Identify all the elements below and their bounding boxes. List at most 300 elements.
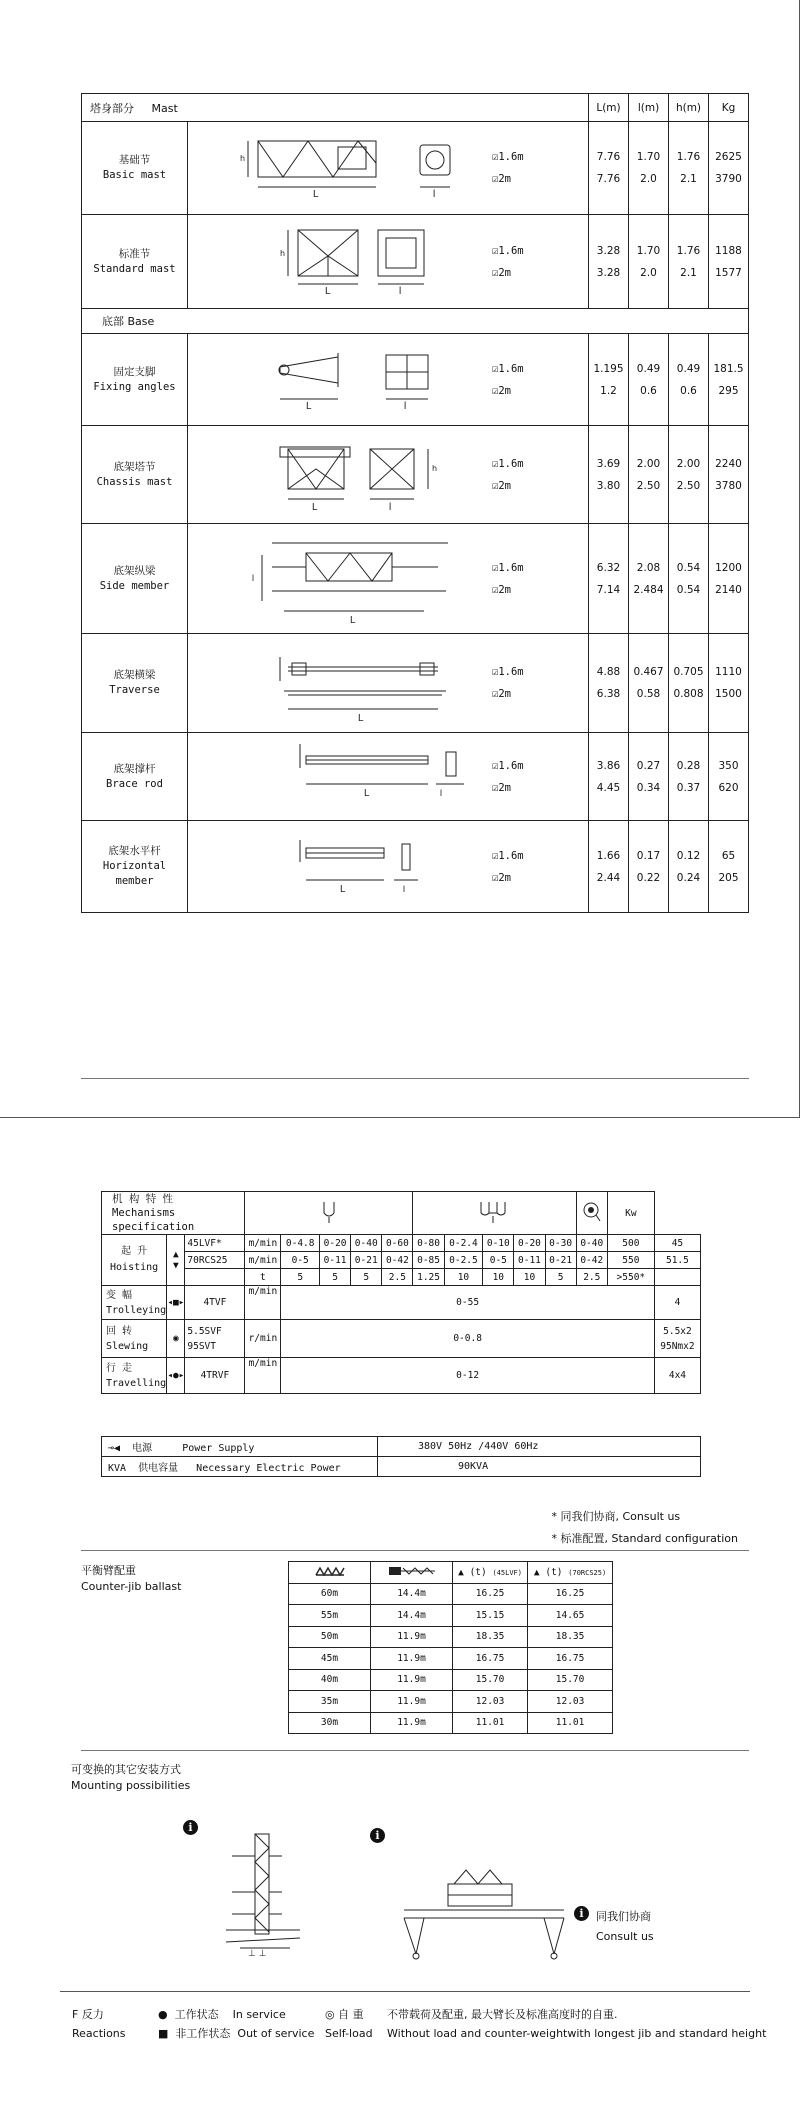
ballast-header-row: [289, 1562, 613, 1584]
speed-cell: 0-21: [351, 1252, 382, 1269]
speed-cell: 0-10: [483, 1235, 514, 1252]
cell: 16.75: [453, 1648, 528, 1670]
L-cell: [589, 426, 629, 524]
cfg-1: ☑1.6m: [492, 561, 524, 574]
info-icon: i: [370, 1828, 385, 1843]
table-row: [289, 1583, 613, 1605]
speed-cell: 0-20: [320, 1235, 351, 1252]
legend-selfload-desc: [387, 2005, 766, 2043]
horizontal-member-drawing: [188, 821, 489, 913]
cell: 11.9m: [371, 1669, 453, 1691]
h-cell: [669, 821, 709, 913]
table-row: [289, 1626, 613, 1648]
l-cell: [629, 122, 669, 215]
val: 2.0: [640, 266, 657, 279]
kw-header: Kw: [607, 1192, 654, 1235]
troll-cn: 变 幅: [106, 1289, 133, 1301]
ballast-col-45lvf: [453, 1562, 528, 1584]
cfg-2: ☑2m: [492, 384, 511, 397]
val: 0.54: [676, 561, 701, 574]
speed-cell: 0-42: [382, 1252, 413, 1269]
slew-range: 0-0.8: [281, 1320, 654, 1358]
cell: 35m: [289, 1691, 371, 1713]
wall-mounted-crane-drawing: [220, 1830, 310, 1960]
table-row: [82, 821, 749, 913]
kw-cell: 4: [654, 1286, 700, 1320]
trolleying-label: [102, 1286, 167, 1320]
val: 2140: [715, 583, 742, 596]
val: 2.50: [676, 479, 701, 492]
val: 5.5x2: [663, 1325, 692, 1337]
table-row: [289, 1669, 613, 1691]
slew-en: Slewing: [106, 1340, 149, 1352]
val: 4.45: [596, 781, 621, 794]
speed-cell: 0-40: [576, 1235, 607, 1252]
val: 45LVF*: [187, 1237, 222, 1249]
L-cell: [589, 634, 629, 733]
name-en: Chassis mast: [96, 475, 173, 488]
kg-cell: [709, 733, 749, 821]
section-base-label: 底部 Base: [82, 309, 749, 334]
travel-icon: ◂●▸: [167, 1358, 185, 1394]
title-en: Mast: [151, 101, 178, 115]
kw-cell: [654, 1320, 700, 1358]
slew-cn: 回 转: [106, 1325, 133, 1337]
val: 2.1: [680, 266, 697, 279]
h-cell: [669, 524, 709, 634]
legend-selfload: [325, 2005, 373, 2043]
val: 0.22: [636, 871, 661, 884]
power-need-label: [102, 1457, 378, 1477]
speed-cell: 0-20: [514, 1235, 545, 1252]
svg-text:L: L: [358, 712, 364, 724]
cell: 18.35: [528, 1626, 613, 1648]
cell: 14.4m: [371, 1605, 453, 1627]
mounting-title-cn: 可变换的其它安装方式: [71, 1763, 181, 1776]
val: 65: [721, 849, 736, 862]
cell: 55m: [289, 1605, 371, 1627]
val: 6.32: [596, 561, 621, 574]
svg-text:L: L: [325, 285, 331, 297]
speed-cell: 0-21: [545, 1252, 576, 1269]
val: 5.5SVF: [187, 1325, 222, 1337]
l-cell: [629, 733, 669, 821]
val: 3.80: [596, 479, 621, 492]
val: 0.6: [680, 384, 697, 397]
speed-cell: 550: [607, 1252, 654, 1269]
table-row: [289, 1691, 613, 1713]
slew-models: [185, 1320, 245, 1358]
l-cell: [629, 334, 669, 426]
sub: (70RCS25): [568, 1568, 607, 1577]
cell: 15.70: [453, 1669, 528, 1691]
val: 6.38: [596, 688, 621, 700]
val: 1.70: [636, 244, 661, 257]
val: 3.69: [596, 457, 621, 470]
mounting-title: [71, 1762, 190, 1794]
L-cell: [589, 334, 629, 426]
cell: 45m: [289, 1648, 371, 1670]
val: 1.2: [600, 384, 617, 397]
val: 0.37: [676, 781, 701, 794]
val: 1.76: [676, 244, 701, 257]
config-cell: [488, 733, 589, 821]
slewing-icon: ◉: [167, 1320, 185, 1358]
l-cell: [629, 426, 669, 524]
val: 2.44: [596, 871, 621, 884]
info-icon: i: [183, 1820, 198, 1835]
name-en: Side member: [99, 579, 170, 592]
cell: 40m: [289, 1669, 371, 1691]
val: 1110: [715, 666, 742, 678]
table-row: [82, 215, 749, 309]
trolley-row: [102, 1286, 701, 1320]
trolley-arrow-icon: ◂■▸: [167, 1286, 185, 1320]
load-cell: 1.25: [413, 1269, 444, 1286]
nowork-en: Out of service: [237, 2027, 315, 2040]
name-en: Basic mast: [102, 169, 167, 181]
config-cell: [488, 821, 589, 913]
speed-cell: 0-85: [413, 1252, 444, 1269]
table-row: [289, 1605, 613, 1627]
val: 0.24: [676, 871, 701, 884]
val: 2.484: [633, 583, 664, 596]
f-en: Reactions: [72, 2027, 126, 2040]
config-cell: [488, 426, 589, 524]
travel-model: 4TRVF: [185, 1358, 245, 1394]
cell: 60m: [289, 1583, 371, 1605]
svg-text:l: l: [404, 400, 407, 412]
val: 181.5: [713, 362, 744, 375]
hoist-en: Hoisting: [110, 1262, 159, 1273]
kg-cell: [709, 524, 749, 634]
spec-title-en: Mechanisms specification: [112, 1207, 195, 1233]
svg-text:L: L: [340, 883, 346, 895]
h-cell: [669, 733, 709, 821]
val: 3.86: [596, 759, 621, 772]
f-cn: F 反力: [72, 2008, 104, 2021]
cell: 18.35: [453, 1626, 528, 1648]
trolley-model: 4TVF: [185, 1286, 245, 1320]
val: 2.00: [676, 457, 701, 470]
name-cn: 底架水平杆: [108, 845, 161, 857]
l-cell: [629, 215, 669, 309]
cell: 15.15: [453, 1605, 528, 1627]
svg-text:L: L: [364, 787, 370, 799]
unit: (t): [545, 1566, 563, 1578]
notes: [552, 1506, 739, 1550]
kg-cell: [709, 334, 749, 426]
self-desc-cn: 不带载荷及配重, 最大臂长及标准高度时的自重.: [387, 2008, 618, 2021]
table-row: [82, 634, 749, 733]
cell: 14.4m: [371, 1583, 453, 1605]
cfg-2: ☑2m: [492, 479, 511, 492]
h-cell: [669, 215, 709, 309]
svg-text:⊥ ⊥: ⊥ ⊥: [248, 1949, 267, 1959]
kva: KVA: [108, 1463, 127, 1474]
spec-title: [102, 1192, 245, 1235]
table-row: [82, 426, 749, 524]
consult-note: [596, 1907, 654, 1947]
slew-row: [102, 1320, 701, 1358]
val: 0.6: [640, 384, 657, 397]
cell: 50m: [289, 1626, 371, 1648]
power-supply-row: [102, 1437, 701, 1457]
supply-en: Power Supply: [182, 1443, 255, 1454]
val: 0.12: [676, 849, 701, 862]
kg-cell: [709, 122, 749, 215]
L-cell: [589, 821, 629, 913]
val: 0.808: [673, 688, 704, 700]
name-en: Horizontal member: [102, 860, 167, 887]
hoist-model: 70RCS25: [185, 1252, 245, 1269]
component-name: [82, 426, 188, 524]
square-bullet-icon: ■: [158, 2027, 169, 2040]
kg-cell: [709, 426, 749, 524]
speed-cell: 0-40: [351, 1235, 382, 1252]
h-cell: [669, 122, 709, 215]
l-cell: [629, 634, 669, 733]
kg-cell: [709, 634, 749, 733]
val: 1577: [715, 266, 742, 279]
kw-cell: 51.5: [654, 1252, 700, 1269]
table-row: [82, 122, 749, 215]
hoist-cn: 起 升: [121, 1246, 148, 1257]
hoist-model: [185, 1269, 245, 1286]
component-name: [82, 334, 188, 426]
cfg-1: ☑1.6m: [492, 362, 524, 375]
svg-text:l: l: [399, 285, 402, 297]
cell: 11.01: [453, 1712, 528, 1734]
h-cell: [669, 426, 709, 524]
bullet-icon: ●: [158, 2008, 168, 2021]
cell: 16.25: [453, 1583, 528, 1605]
name-cn: 底架纵梁: [113, 564, 156, 577]
work-en: In service: [232, 2008, 286, 2021]
name-cn: 固定支脚: [113, 365, 156, 378]
config-cell: [488, 634, 589, 733]
load-cell: 2.5: [576, 1269, 607, 1286]
speed-cell: 0-60: [382, 1235, 413, 1252]
load-cell: 5: [351, 1269, 382, 1286]
val: 0.58: [636, 688, 661, 700]
val: 0.28: [676, 759, 701, 772]
weight-icon: ▲: [458, 1566, 464, 1578]
legend-reactions: [72, 2005, 126, 2043]
self-en: Self-load: [325, 2027, 373, 2040]
cfg-1: ☑1.6m: [492, 151, 524, 163]
load-cell: 10: [514, 1269, 545, 1286]
ballast-col-70rcs25: [528, 1562, 613, 1584]
val: 7.76: [596, 173, 621, 185]
val: 95SVT: [187, 1340, 216, 1352]
load-cell: 10: [444, 1269, 483, 1286]
self-desc-en: Without load and counter-weightwith longest jib and standard height: [387, 2027, 767, 2040]
unit: m/min: [245, 1358, 281, 1394]
svg-text:L: L: [313, 188, 319, 200]
val: 205: [718, 871, 739, 884]
hoist-arrow-icon: ▲ ▼: [167, 1235, 185, 1286]
cell: 12.03: [528, 1691, 613, 1713]
brace-rod-drawing: [188, 733, 489, 821]
unit: t: [245, 1269, 281, 1286]
divider: [60, 1991, 750, 1992]
power-need-value: 90KVA: [378, 1457, 701, 1477]
val: 0.467: [633, 666, 664, 678]
need-cn: 供电容量: [138, 1463, 179, 1474]
cell: 30m: [289, 1712, 371, 1734]
val: 1.70: [636, 151, 661, 163]
speed-cell: 0-11: [320, 1252, 351, 1269]
val: 0.27: [636, 759, 661, 772]
col-header-L: L(m): [589, 94, 629, 122]
cfg-2: ☑2m: [492, 781, 511, 794]
val: 1.76: [676, 151, 701, 163]
val: 2.08: [636, 561, 661, 574]
kg-cell: [709, 215, 749, 309]
speed-cell: 0-42: [576, 1252, 607, 1269]
cfg-1: ☑1.6m: [492, 666, 524, 678]
svg-text:h: h: [432, 463, 438, 473]
L-cell: [589, 524, 629, 634]
name-en: Brace rod: [106, 777, 163, 790]
svg-text:h: h: [240, 153, 246, 163]
svg-text:L: L: [312, 501, 318, 513]
h-cell: [669, 334, 709, 426]
weight-icon: ◎: [325, 2008, 335, 2021]
kw-cell: 4x4: [654, 1358, 700, 1394]
name-cn: 底架撑杆: [113, 762, 156, 775]
title-cn: 塔身部分: [90, 101, 134, 115]
val: 0.34: [636, 781, 661, 794]
table-row: [82, 733, 749, 821]
ballast-table: [288, 1561, 613, 1734]
table-header-row: [82, 94, 749, 122]
val: 0.17: [636, 849, 661, 862]
val: 1500: [715, 688, 742, 700]
val: 0.705: [673, 666, 704, 678]
hoist-row: [102, 1252, 701, 1269]
component-name: [82, 634, 188, 733]
val: 1.66: [596, 849, 621, 862]
power-table: [101, 1436, 701, 1477]
col-header-kg: Kg: [709, 94, 749, 122]
val: 2.0: [640, 173, 657, 185]
spec-title-cn: 机 构 特 性: [112, 1193, 173, 1205]
load-cell: 10: [483, 1269, 514, 1286]
load-cell: 2.5: [382, 1269, 413, 1286]
svg-text:l: l: [433, 188, 436, 200]
sub: (45LVF): [492, 1568, 522, 1577]
svg-text:l: l: [252, 572, 254, 583]
val: 620: [718, 781, 739, 794]
table-row: [289, 1648, 613, 1670]
speed-cell: 0-80: [413, 1235, 444, 1252]
cfg-1: ☑1.6m: [492, 244, 524, 257]
val: 3790: [715, 173, 742, 185]
speed-cell: 500: [607, 1235, 654, 1252]
cfg-1: ☑1.6m: [492, 457, 524, 470]
l-cell: [629, 524, 669, 634]
consult-en: Consult us: [596, 1930, 654, 1943]
svg-text:l: l: [403, 883, 405, 894]
cfg-2: ☑2m: [492, 173, 511, 185]
weight-icon: ▲: [533, 1566, 540, 1578]
cell: 16.75: [528, 1648, 613, 1670]
name-en: Standard mast: [93, 262, 176, 275]
kw-cell: [654, 1269, 700, 1286]
double-fall-icon: [413, 1192, 576, 1235]
load-cell: 5: [281, 1269, 320, 1286]
slewing-label: [102, 1320, 167, 1358]
svg-text:l: l: [440, 787, 442, 798]
cell: 11.01: [528, 1712, 613, 1734]
power-supply-label: [102, 1437, 378, 1457]
val: 1188: [715, 244, 742, 257]
troll-en: Trolleying: [106, 1304, 167, 1316]
hoist-load-row: [102, 1269, 701, 1286]
load-cell: 5: [320, 1269, 351, 1286]
val: 350: [718, 759, 739, 772]
basic-mast-drawing: [188, 122, 489, 215]
cell: 11.9m: [371, 1648, 453, 1670]
self-cn: 自 重: [338, 2008, 364, 2021]
cell: 11.9m: [371, 1691, 453, 1713]
unit: r/min: [245, 1320, 281, 1358]
cell: 15.70: [528, 1669, 613, 1691]
note-standard: * 标准配置, Standard configuration: [551, 1532, 738, 1545]
load-cell: 5: [545, 1269, 576, 1286]
name-en: Fixing angles: [93, 380, 176, 393]
travelling-label: [102, 1358, 167, 1394]
val: 7.14: [596, 583, 621, 596]
name-cn: 基础节: [118, 154, 151, 166]
table-row: [82, 524, 749, 634]
val: 1200: [715, 561, 742, 574]
cell: 11.9m: [371, 1626, 453, 1648]
mast-section-title: [82, 94, 589, 122]
svg-text:h: h: [280, 248, 286, 258]
mechanisms-table: [101, 1191, 701, 1394]
speed-cell: 0-30: [545, 1235, 576, 1252]
svg-text:L: L: [306, 400, 312, 412]
note-consult: * 同我们协商, Consult us: [551, 1510, 681, 1523]
col-header-h: h(m): [669, 94, 709, 122]
fixing-angles-drawing: [188, 334, 489, 426]
val: 4.88: [596, 666, 621, 678]
speed-cell: 0-4.8: [281, 1235, 320, 1252]
speed-cell: 0-5: [483, 1252, 514, 1269]
val: 0.49: [676, 362, 701, 375]
L-cell: [589, 122, 629, 215]
cfg-2: ☑2m: [492, 688, 511, 700]
cfg-2: ☑2m: [492, 266, 511, 279]
mounting-title-en: Mounting possibilities: [71, 1779, 191, 1792]
col-header-l: l(m): [629, 94, 669, 122]
consult-cn: 同我们协商: [596, 1910, 651, 1923]
nowork-cn: 非工作状态: [175, 2027, 231, 2040]
travel-range: 0-12: [281, 1358, 654, 1394]
mast-components-table: [81, 93, 749, 913]
val: 3780: [715, 479, 742, 492]
name-cn: 底架塔节: [113, 460, 156, 473]
val: 2.00: [636, 457, 661, 470]
val: 2.1: [680, 173, 697, 185]
divider: [81, 1550, 749, 1551]
config-cell: [488, 215, 589, 309]
name-cn: 底架横梁: [113, 669, 156, 681]
unit: (t): [469, 1566, 487, 1578]
